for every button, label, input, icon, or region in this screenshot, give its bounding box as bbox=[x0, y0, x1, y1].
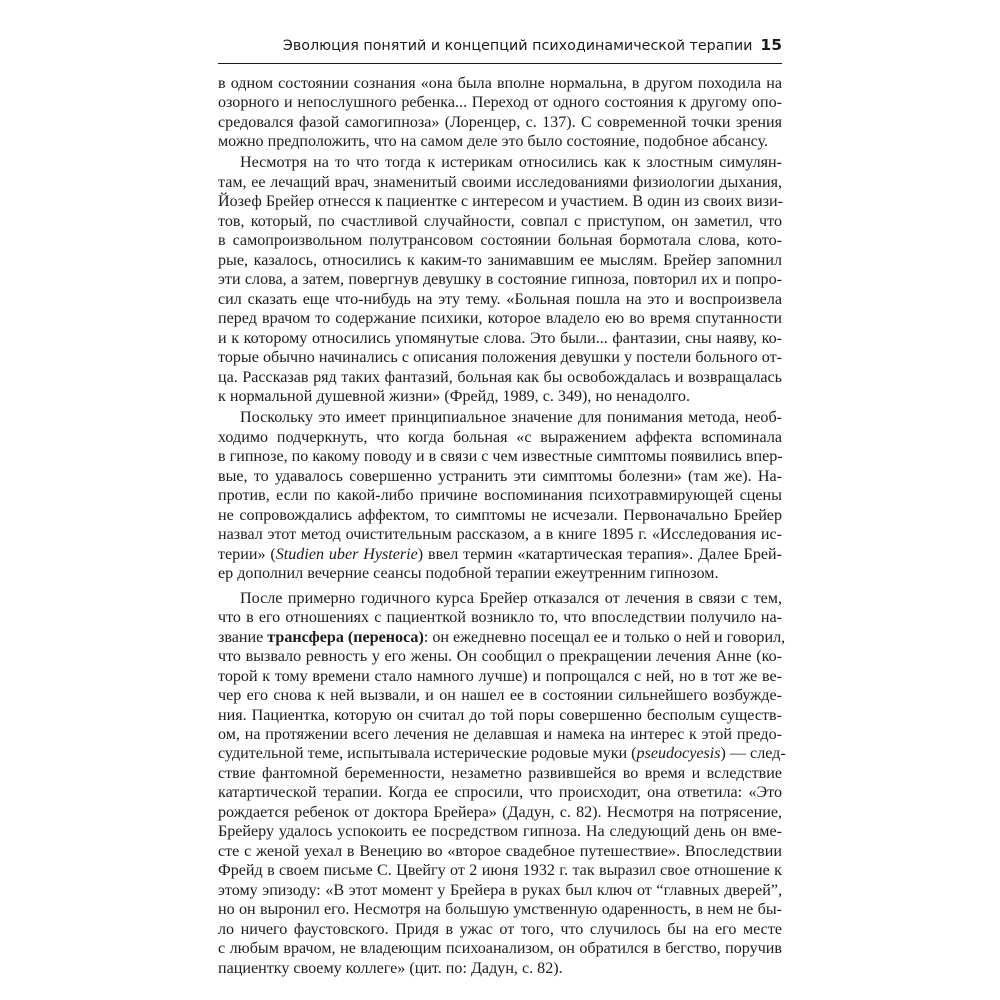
text-line: этому эпизоду: «В этот момент у Брейера в руках был ключ от “главных дверей”, bbox=[218, 881, 782, 899]
paragraph bbox=[218, 408, 782, 583]
body-text bbox=[218, 74, 786, 978]
text-line: ствие фантомной беременности, незаметно развившейся во время и вследствие bbox=[218, 764, 782, 782]
bold-term: трансфера (переноса) bbox=[267, 628, 424, 646]
text-line: ца. Рассказав ряд таких фантазий, больная как бы освобождалась и возвращалась bbox=[218, 368, 782, 386]
text-line: Несмотря на то что тогда к истерикам относились как к злостным симулян- bbox=[240, 154, 782, 172]
text-line: сил сказать еще что-нибудь на эту тему. «Больная пошла на это и воспроизвела bbox=[218, 290, 782, 308]
text-line: озорного и непослушного ребенка... Переход от одного состояния к другому опо- bbox=[218, 94, 782, 112]
text-line: Йозеф Брейер отнесся к пациентке с интересом и участием. В один из своих визи- bbox=[218, 193, 784, 211]
text-line: тов, который, по счастливой случайности, совпал с приступом, он заметил, что bbox=[218, 212, 782, 230]
text-line: судительной теме, испытывала истерические родовые муки (pseudocyesis) — след- bbox=[218, 745, 786, 763]
text-line: но он выронил его. Несмотря на большую умственную одаренность, в нем не бы- bbox=[218, 901, 782, 919]
text-line: пациентку своему коллеге» (цит. по: Дадун, с. 82). bbox=[218, 959, 563, 977]
text-line: против, если по какой-либо причине воспоминания психотравмирующей сцены bbox=[218, 487, 782, 505]
italic-title: Studien uber Hysterie bbox=[275, 545, 418, 563]
text-line: в самопроизвольном полутрансовом состоянии больная бормотала слова, кото- bbox=[218, 232, 782, 250]
header-rule bbox=[218, 63, 782, 64]
text-line: сте с женой уехал в Венецию во «второе свадебное путешествие». Впоследствии bbox=[218, 842, 782, 860]
text-line: ом, на протяжении всего лечения не делавшая и намека на интерес к этой предо- bbox=[218, 725, 782, 743]
text-line: рые, казалось, относились к каким-то занимавшим ее мыслям. Брейер запомнил bbox=[218, 251, 782, 269]
text-line: торой к тому времени стало намного лучше) и попрощался с ней, но в тот же ве- bbox=[218, 667, 782, 685]
paragraph bbox=[218, 74, 782, 152]
text-line: Фрейд в своем письме С. Цвейгу от 2 июня 1932 г. так выразил свое отношение к bbox=[218, 862, 782, 880]
text-line: ло ничего фаустовского. Придя в ужас от того, что случилось бы на его месте bbox=[218, 920, 782, 938]
text-line: там, ее лечащий врач, знаменитый своими исследованиями физиологии дыхания, bbox=[218, 173, 782, 191]
text-line: можно предположить, что на самом деле это было состояние, подобное абсансу. bbox=[218, 133, 769, 151]
text-line: в гипнозе, по какому поводу и в связи с чем известные симптомы появились впер- bbox=[218, 448, 783, 466]
text-line: ер дополнил вечерние сеансы подобной терапии ежеутренним гипнозом. bbox=[218, 565, 719, 583]
text-line: вые, то удавалось совершенно устранить эти симптомы болезни» (там же). На- bbox=[218, 467, 782, 485]
text-line: перед врачом то содержание психики, которое владело ею во время спутанности bbox=[218, 310, 782, 328]
running-header-title: Эволюция понятий и концепций психодинамической терапии bbox=[282, 38, 753, 54]
text-line: звание трансфера (переноса): он ежедневно посещал ее и только о ней и говорил, bbox=[218, 628, 786, 646]
text-line: средовался фазой самогипноза» (Лоренцер, с. 137). С современной точки зрения bbox=[218, 113, 782, 131]
text-line: Брейеру удалось успокоить ее посредством гипноза. На следующий день он вме- bbox=[218, 823, 782, 841]
text-line: и к которому относились упомянутые слова. Это были... фантазии, сны наяву, ко- bbox=[218, 329, 782, 347]
text-line: После примерно годичного курса Брейер отказался от лечения в связи с тем, bbox=[240, 589, 782, 607]
text-line: ходимо подчеркнуть, что когда больная «с выражением аффекта вспоминала bbox=[218, 428, 782, 446]
text-line: что в его отношениях с пациенткой возникло то, что впоследствии получило на- bbox=[218, 609, 782, 627]
text-line: чер его снова к ней вызвали, и он нашел ее в состоянии сильнейшего возбужде- bbox=[218, 687, 782, 705]
text-line: не сопровождались аффектом, то симптомы не исчезали. Первоначально Брейер bbox=[218, 506, 782, 524]
text-line: рождается ребенок от доктора Брейера» (Дадун, с. 82). Несмотря на потрясение, bbox=[218, 803, 782, 821]
paragraph bbox=[218, 153, 782, 406]
running-header bbox=[218, 34, 782, 57]
paragraph bbox=[218, 589, 786, 979]
text-line: назвал этот метод очистительным рассказом, а в книге 1895 г. «Исследования ис- bbox=[218, 526, 782, 544]
text-line: терии» (Studien uber Hysterie) ввел термин «катартическая терапия». Далее Брей- bbox=[218, 545, 782, 563]
page-number: 15 bbox=[760, 36, 782, 54]
text-line: с любым врачом, не владеющим психоанализом, он обратился в бегство, поручив bbox=[218, 940, 782, 958]
text-line: эти слова, а затем, повергнув девушку в состояние гипноза, повторил их и попро- bbox=[218, 271, 782, 289]
text-line: что вызвало ревность у его жены. Он сообщил о прекращении лечения Анне (ко- bbox=[218, 648, 782, 666]
text-line: Поскольку это имеет принципиальное значение для понимания метода, необ- bbox=[240, 409, 782, 427]
text-line: катартической терапии. Когда ее спросили, что происходит, она ответила: «Это bbox=[218, 784, 782, 802]
text-line: ния. Пациентка, которую он считал до той поры совершенно бесполым существ- bbox=[218, 706, 782, 724]
text-line: торые обычно начинались с описания положения девушки у постели больного от- bbox=[218, 349, 782, 367]
text-line: в одном состоянии сознания «она была вполне нормальна, в другом походила на bbox=[218, 75, 782, 92]
text-line: к нормальной душевной жизни» (Фрейд, 1989, с. 349), но ненадолго. bbox=[218, 388, 690, 406]
italic-term: pseudocyesis bbox=[636, 745, 721, 763]
